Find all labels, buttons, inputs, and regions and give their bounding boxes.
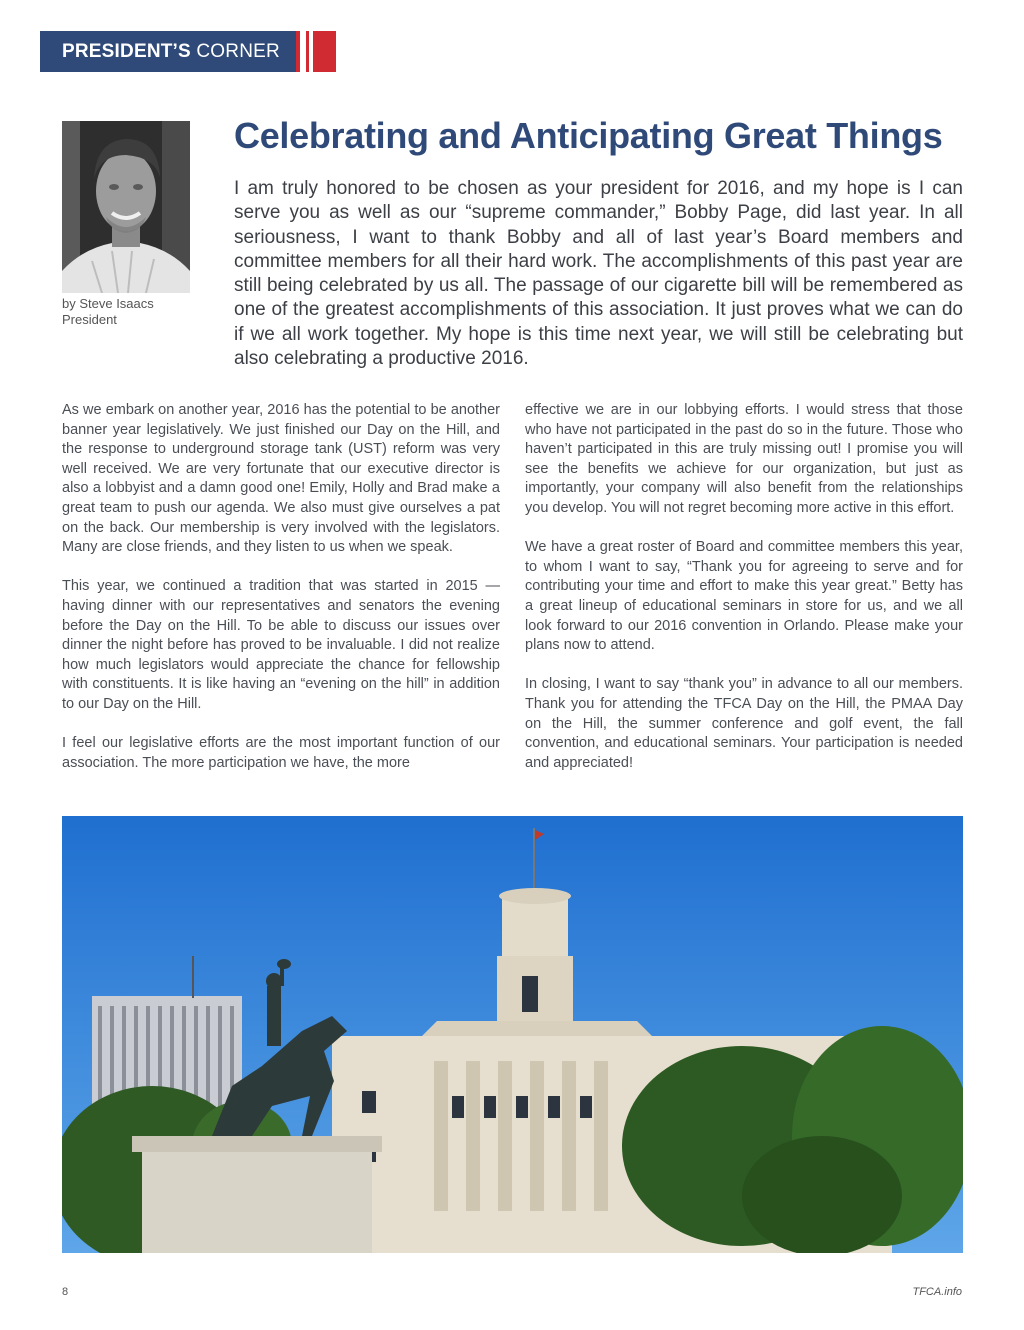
body-paragraph: In closing, I want to say “thank you” in advance to all our members. Thank you for attending the TFCA Day on the Hill, the PMAA Day on the Hill, the summer conference and golf event, the fall convention, and educational seminars. Your participation is needed and appreciated! — [525, 676, 963, 771]
body-paragraph: We have a great roster of Board and committee members this year, to whom I want to say, “Thank you for agreeing to serve and for contributing your time and effort to make this year great.” Betty has a great lineup of educational seminars in store for us, and we all look forward to our 2016 convention in Orlando. Please make your plans now to attend. — [525, 539, 963, 654]
body-paragraph: I feel our legislative efforts are the most important function of our association. The more participation we have, the more — [62, 735, 500, 771]
article-column-right — [525, 401, 963, 793]
author-name: by Steve Isaacs — [62, 296, 154, 311]
author-portrait — [62, 121, 190, 293]
article-column-left — [62, 401, 500, 793]
capitol-photo-image — [62, 816, 963, 1253]
body-paragraph: effective we are in our lobbying efforts. I would stress that those who have not participated in the past do so in the future. Those who haven’t participated in this are truly missing out! I promise you will see the benefits we achieve for our organization, but just as importantly, your company will also benefit from the relationships you develop. You will not regret becoming more active in this effort. — [525, 402, 963, 516]
body-paragraph: As we embark on another year, 2016 has the potential to be another banner year legislatively. We just finished our Day on the Hill, and the response to underground storage tank (UST) reform was very well received. We are very fortunate that our executive director is also a lobbyist and a damn good one! Emily, Holly and Brad make a great team to push our agenda. We also must give ourselves a pat on the back. Our membership is very involved with the legislators. Many are close friends, and they listen to us when we speak. — [62, 402, 500, 556]
section-label-bold: PRESIDENT’S — [62, 41, 191, 62]
author-portrait-image — [62, 121, 190, 293]
capitol-photo — [62, 816, 963, 1253]
footer-site: TFCA.info — [912, 1286, 962, 1298]
article-title: Celebrating and Anticipating Great Things — [234, 115, 943, 156]
article-intro: I am truly honored to be chosen as your president for 2016, and my hope is I can serve you as well as our “supreme commander,” Bobby Page, did last year. In all seriousness, I want to thank Bobby and all of last year’s Board members and committee members for all their hard work. The accomplishments of this past year are still being celebrated by us all. The passage of our cigarette bill will be remembered as one of the greatest accomplishments of this association. It just proves what we can do if we all work together. My hope is this time next year, we will still be celebrating but also celebrating a productive 2016. — [234, 178, 963, 370]
author-role: President — [62, 312, 117, 327]
page-number: 8 — [62, 1286, 69, 1298]
banner-stripe — [313, 31, 336, 72]
author-byline — [62, 296, 154, 328]
body-paragraph: This year, we continued a tradition that was started in 2015 — having dinner with our representatives and senators the evening before the Day on the Hill. To be able to discuss our issues over dinner the night before has proved to be invaluable. I did not realize how much legislators would appreciate the chance for fellowship with constituents. It is like having an “evening on the hill” in addition to our Day on the Hill. — [62, 578, 500, 712]
section-banner — [40, 31, 296, 72]
section-label-light: CORNER — [196, 41, 280, 62]
